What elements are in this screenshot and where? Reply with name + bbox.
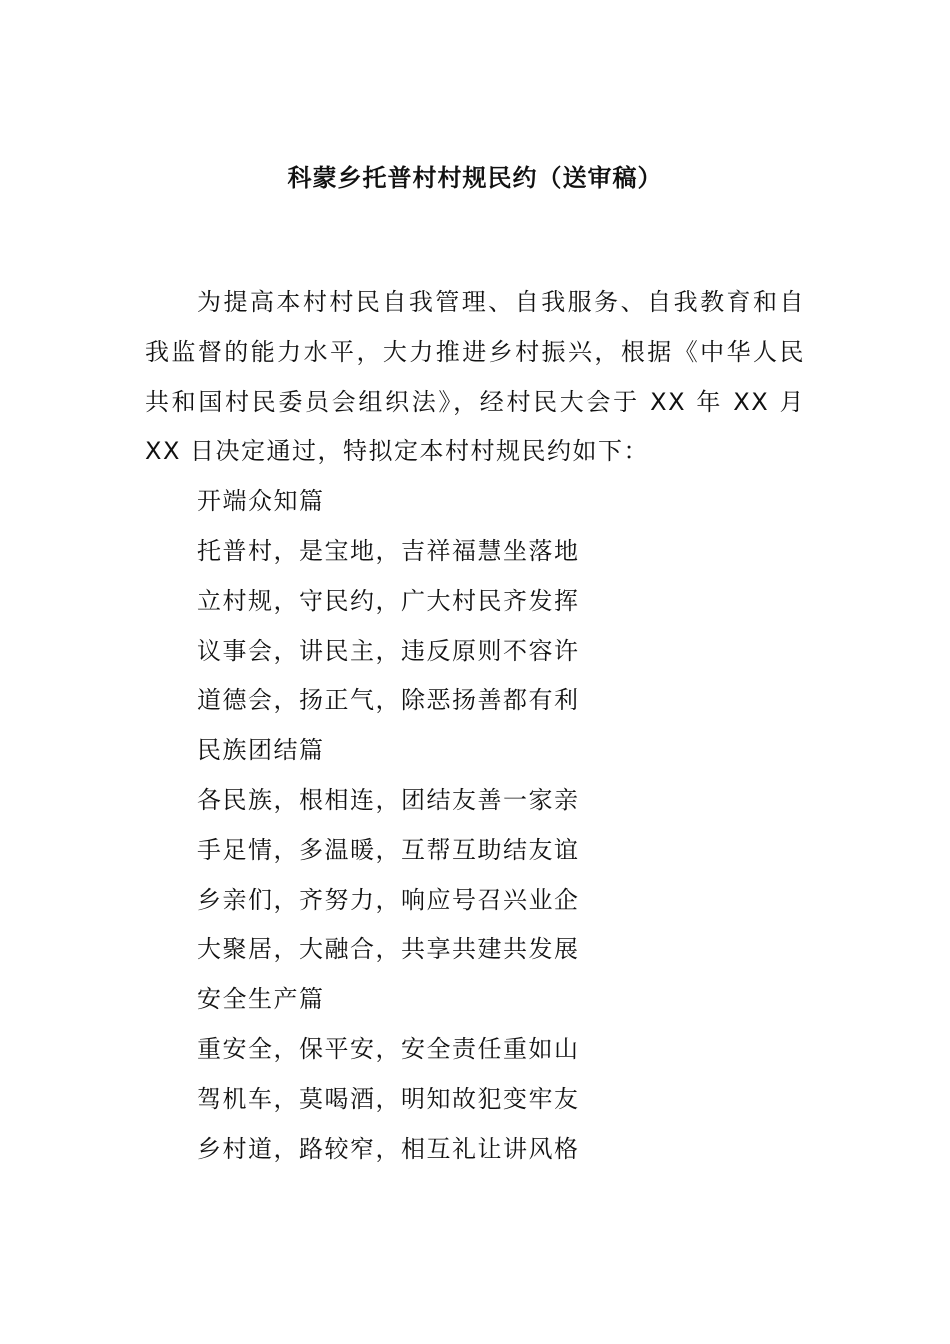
- verse-line: 议事会，讲民主，违反原则不容许: [197, 636, 580, 665]
- verse-line: 乡村道，路较窄，相互礼让讲风格: [197, 1134, 580, 1163]
- verse-line: 乡亲们，齐努力，响应号召兴业企: [197, 885, 580, 914]
- verse-line: 各民族，根相连，团结友善一家亲: [197, 785, 580, 814]
- verse-line: 托普村，是宝地，吉祥福慧坐落地: [197, 536, 580, 565]
- verse-line: 道德会，扬正气，除恶扬善都有利: [197, 686, 580, 715]
- intro-paragraph: 为提高本村村民自我管理、自我服务、自我教育和自我监督的能力水平，大力推进乡村振兴，根据《中华人民共和国村民委员会组织法》，经村民大会于 XX 年 XX 月 XX 日决定通过，特拟定本村村规民约如下：: [145, 288, 805, 466]
- verse-line: 驾机车，莫喝酒，明知故犯变牢友: [197, 1084, 580, 1113]
- document-title: 科蒙乡托普村村规民约（送审稿）: [287, 164, 663, 192]
- verse-line: 重安全，保平安，安全责任重如山: [197, 1034, 580, 1063]
- section-heading-safety: 安全生产篇: [197, 985, 325, 1014]
- verse-line: 大聚居，大融合，共享共建共发展: [197, 935, 580, 964]
- document-body: [145, 278, 805, 1174]
- section-heading-opening: 开端众知篇: [197, 487, 325, 516]
- section-heading-ethnic-unity: 民族团结篇: [197, 736, 325, 765]
- verse-line: 手足情，多温暖，互帮互助结友谊: [197, 835, 580, 864]
- verse-line: 立村规，守民约，广大村民齐发挥: [197, 586, 580, 615]
